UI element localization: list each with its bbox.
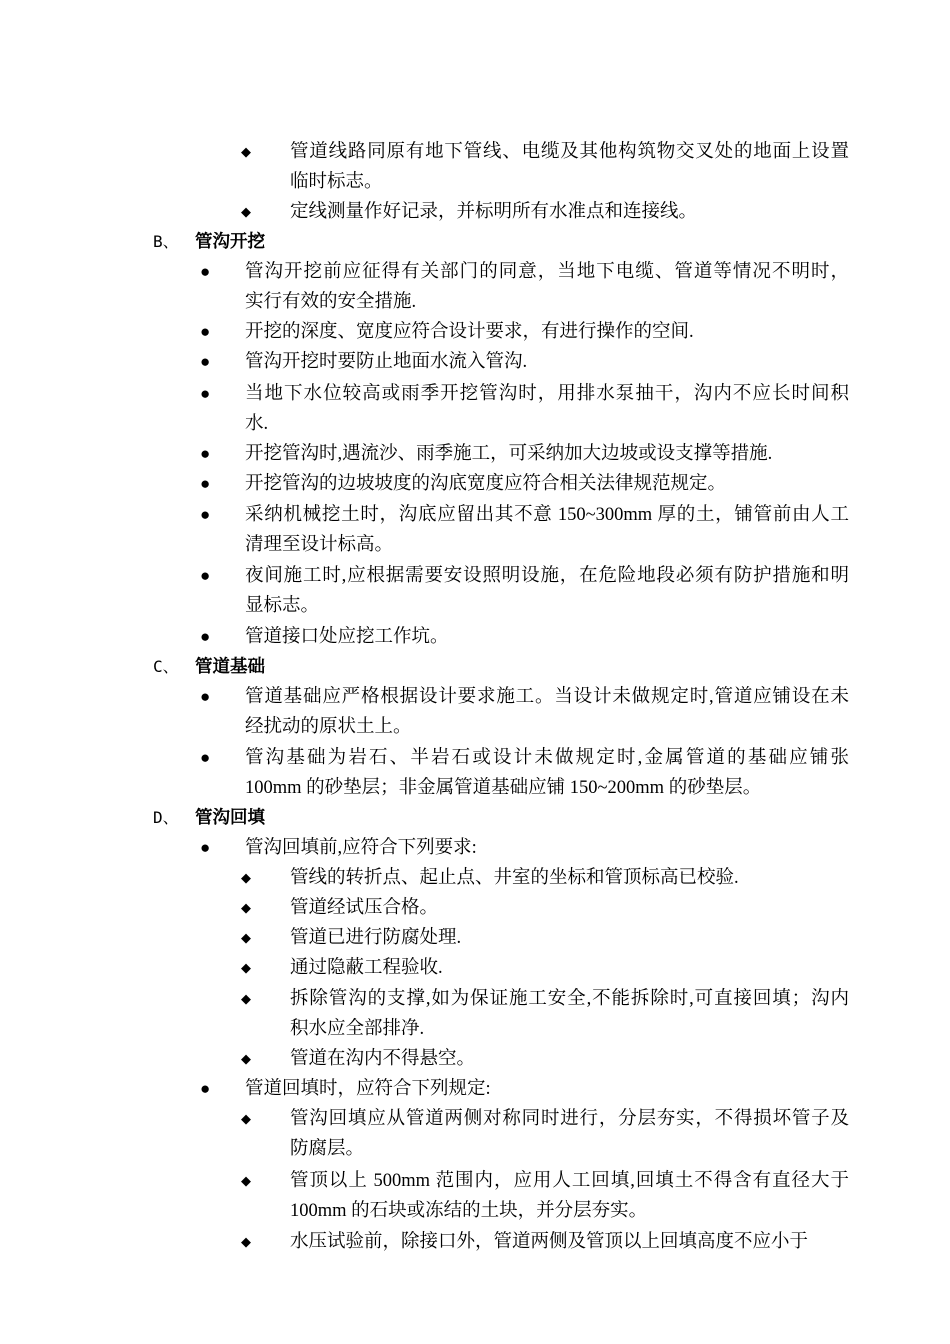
list-item-text: 临时标志。 xyxy=(290,172,383,192)
round-bullet-icon: ● xyxy=(200,566,211,585)
list-item-text: 通过隐蔽工程验收. xyxy=(290,958,443,978)
list-item-text: 当地下水位较高或雨季开挖管沟时，用排水泵抽干，沟内不应长时间积 xyxy=(245,384,849,404)
round-bullet-icon: ● xyxy=(200,627,211,646)
section-letter: C、 xyxy=(153,657,179,676)
section-heading: 管道基础 xyxy=(195,657,265,677)
list-item-text: 拆除管沟的支撑,如为保证施工安全,不能拆除时,可直接回填；沟内 xyxy=(290,989,849,1009)
list-item-text: 管道经试压合格。 xyxy=(290,898,439,918)
list-item-text: 定线测量作好记录，并标明所有水准点和连接线。 xyxy=(290,202,698,222)
list-item-text: 水. xyxy=(245,414,269,434)
diamond-bullet-icon: ◆ xyxy=(241,1234,251,1249)
round-bullet-icon: ● xyxy=(200,384,211,403)
list-item-text: 管顶以上 500mm 范围内，应用人工回填,回填土不得含有直径大于 xyxy=(290,1171,849,1191)
list-item-text: 水压试验前，除接口外，管道两侧及管顶以上回填高度不应小于 xyxy=(290,1232,809,1252)
section-letter: D、 xyxy=(153,808,179,827)
list-item-text: 管沟开挖前应征得有关部门的同意，当地下电缆、管道等情况不明时， xyxy=(245,262,849,282)
list-item-text: 管沟回填应从管道两侧对称同时进行，分层夯实，不得损坏管子及 xyxy=(290,1109,849,1129)
list-item-text: 管道接口处应挖工作坑。 xyxy=(245,627,449,647)
list-item-text: 开挖的深度、宽度应符合设计要求，有进行操作的空间. xyxy=(245,322,694,342)
round-bullet-icon: ● xyxy=(200,748,211,767)
list-item-text: 实行有效的安全措施. xyxy=(245,292,417,312)
list-item-text: 管沟基础为岩石、半岩石或设计未做规定时,金属管道的基础应铺张 xyxy=(245,748,849,768)
list-item-text: 采纳机械挖土时，沟底应留出其不意 150~300mm 厚的土，铺管前由人工 xyxy=(245,505,849,525)
round-bullet-icon: ● xyxy=(200,444,211,463)
list-item-text: 管沟回填前,应符合下列要求: xyxy=(245,838,477,858)
diamond-bullet-icon: ◆ xyxy=(241,960,251,975)
list-item-text: 开挖管沟的边坡坡度的沟底宽度应符合相关法律规范规定。 xyxy=(245,474,727,494)
list-item-text: 管道线路同原有地下管线、电缆及其他构筑物交叉处的地面上设置 xyxy=(290,142,849,162)
list-item-text: 管道已进行防腐处理. xyxy=(290,928,462,948)
section-letter: B、 xyxy=(153,232,179,251)
list-item-text: 管道回填时，应符合下列规定: xyxy=(245,1079,491,1099)
diamond-bullet-icon: ◆ xyxy=(241,204,251,219)
round-bullet-icon: ● xyxy=(200,1079,211,1098)
list-item-text: 100mm 的砂垫层；非金属管道基础应铺 150~200mm 的砂垫层。 xyxy=(245,778,762,798)
section-heading: 管沟开挖 xyxy=(195,232,265,252)
list-item-text: 开挖管沟时,遇流沙、雨季施工，可采纳加大边坡或设支撑等措施. xyxy=(245,444,773,464)
list-item-text: 管沟开挖时要防止地面水流入管沟. xyxy=(245,352,528,372)
round-bullet-icon: ● xyxy=(200,505,211,524)
list-item-text: 积水应全部排净. xyxy=(290,1019,425,1039)
list-item-text: 100mm 的石块或冻结的土块，并分层夯实。 xyxy=(290,1201,648,1221)
diamond-bullet-icon: ◆ xyxy=(241,870,251,885)
list-item-text: 经扰动的原状土上。 xyxy=(245,717,412,737)
diamond-bullet-icon: ◆ xyxy=(241,900,251,915)
diamond-bullet-icon: ◆ xyxy=(241,1111,251,1126)
list-item-text: 显标志。 xyxy=(245,596,320,616)
round-bullet-icon: ● xyxy=(200,687,211,706)
list-item-text: 管道基础应严格根据设计要求施工。当设计未做规定时,管道应铺设在未 xyxy=(245,687,849,707)
diamond-bullet-icon: ◆ xyxy=(241,1051,251,1066)
list-item-text: 清理至设计标高。 xyxy=(245,535,394,555)
round-bullet-icon: ● xyxy=(200,838,211,857)
diamond-bullet-icon: ◆ xyxy=(241,991,251,1006)
list-item-text: 夜间施工时,应根据需要安设照明设施，在危险地段必须有防护措施和明 xyxy=(245,566,849,586)
list-item-text: 防腐层。 xyxy=(290,1139,365,1159)
diamond-bullet-icon: ◆ xyxy=(241,930,251,945)
round-bullet-icon: ● xyxy=(200,262,211,281)
diamond-bullet-icon: ◆ xyxy=(241,144,251,159)
diamond-bullet-icon: ◆ xyxy=(241,1173,251,1188)
list-item-text: 管线的转折点、起止点、井室的坐标和管顶标高已校验. xyxy=(290,868,739,888)
section-heading: 管沟回填 xyxy=(195,808,265,828)
round-bullet-icon: ● xyxy=(200,474,211,493)
round-bullet-icon: ● xyxy=(200,352,211,371)
list-item-text: 管道在沟内不得悬空。 xyxy=(290,1049,476,1069)
round-bullet-icon: ● xyxy=(200,322,211,341)
